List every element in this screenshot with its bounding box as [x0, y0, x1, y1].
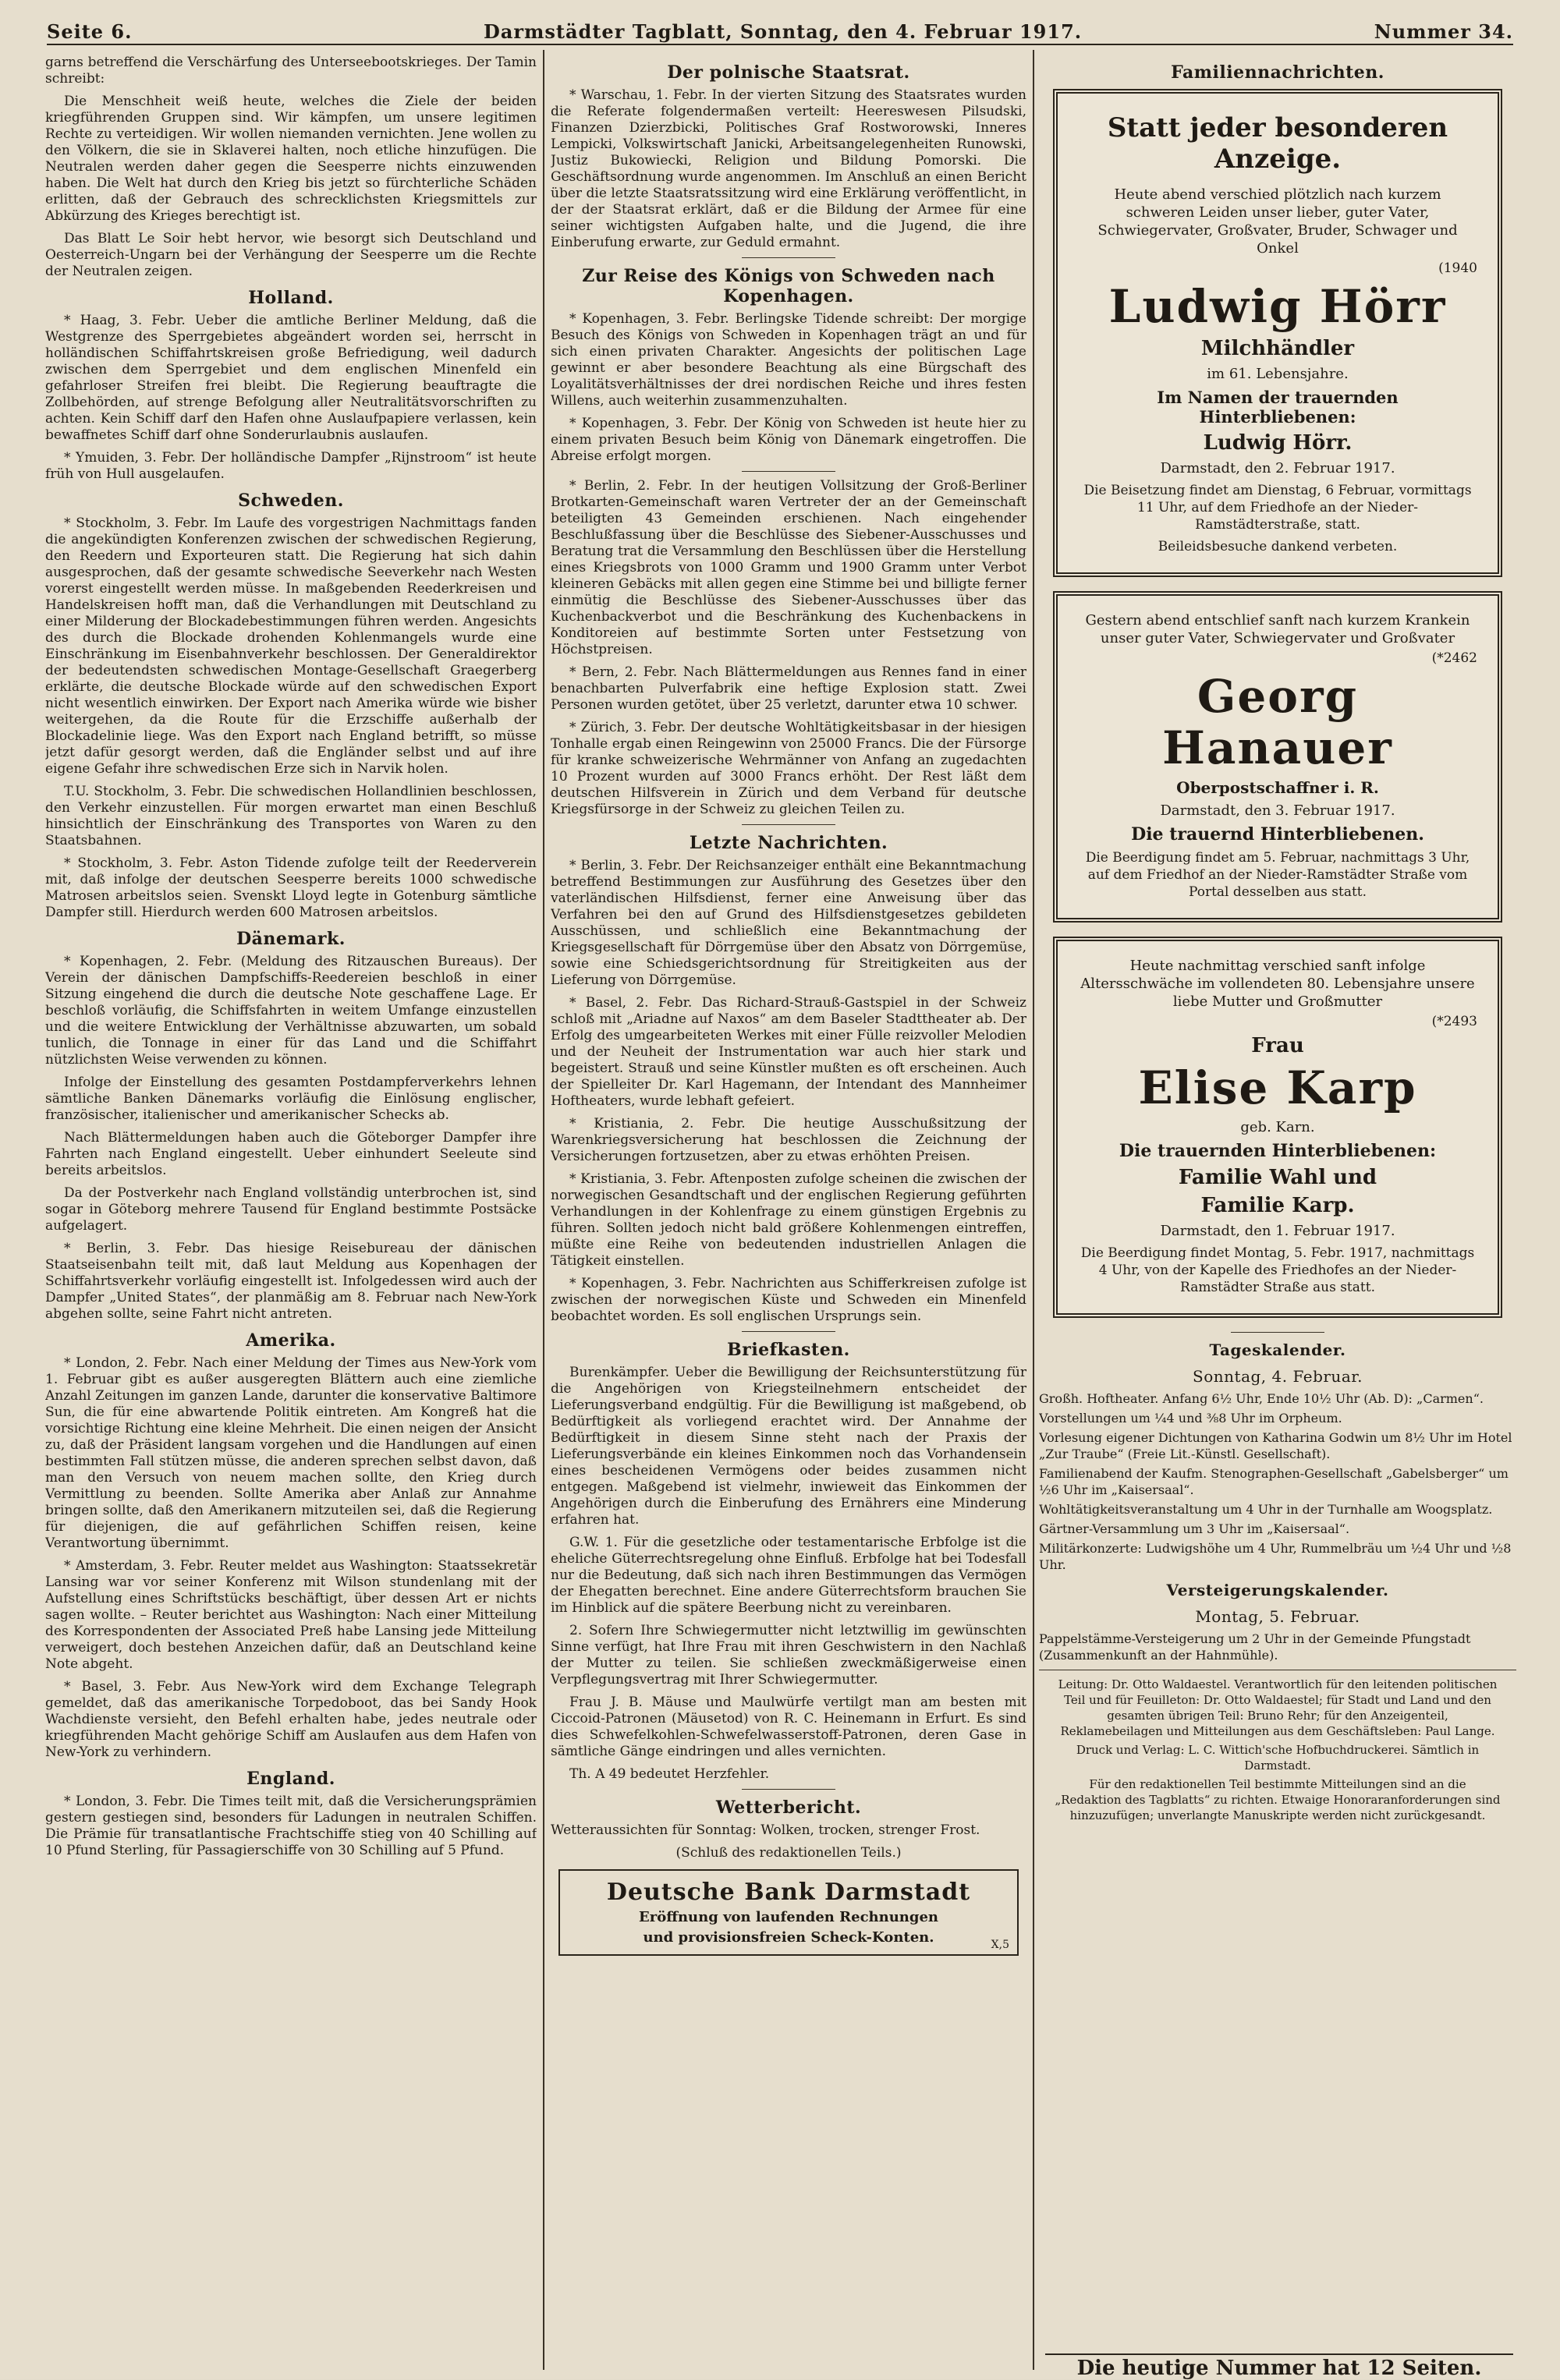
article-paragraph: Frau J. B. Mäuse und Maulwürfe vertilgt man am besten mit Ciccoid-Patronen (Mäusetod) von R. C. Heinemann in Erfurt. Es sind dies Schwefelkohlen-Schwefelwasserstoff-Patronen, deren Gase in sämtliche Gänge eindringen und alles vernichten.: [551, 1695, 1026, 1759]
column-3: [1039, 55, 1516, 2363]
article-paragraph: * Basel, 3. Febr. Aus New-York wird dem Exchange Telegraph gemeldet, daß das amerikanische Torpedoboot, das bei Sandy Hook Wachdienste versieht, den Befehl erhalten habe, jedes neutrale oder kriegführenden Macht gehörige Schiff am Auslaufen aus dem Hafen von New-York zu verhindern.: [45, 1679, 537, 1760]
calendar-entry: Militärkonzerte: Ludwigshöhe um 4 Uhr, Rummelbräu um ½4 Uhr und ½8 Uhr.: [1039, 1541, 1512, 1572]
auction-date: Montag, 5. Februar.: [1195, 1607, 1360, 1626]
article-paragraph: * Stockholm, 3. Febr. Aston Tidende zufolge teilt der Reederverein mit, daß infolge der deutschen Seesperre bereits 1000 schwedische Matrosen arbeitslos seien. Svenskt Lloyd legte in Gotenburg sämtliche Dampfer still. Hierdurch werden 600 Matrosen arbeitslos.: [45, 855, 537, 920]
deceased-name: Elise Karp: [1138, 1061, 1417, 1114]
impressum-line: Für den redaktionellen Teil bestimmte Mitteilungen sind an die „Redaktion des Tagblatts“ zu richten. Etwaige Honoraranforderungen sind hinzuzufügen; unverlangte Manuskripte werden nicht zurückgesandt.: [1055, 1777, 1501, 1822]
article-paragraph: Infolge der Einstellung des gesamten Postdampferverkehrs lehnen sämtliche Banken Dänemarks vorläufig die Einlösung englischer, französischer, italienischer und amerikanischer Schecks ab.: [45, 1075, 537, 1123]
family-name: Familie Wahl und: [1178, 1166, 1377, 1189]
calendar-entry: Gärtner-Versammlung um 3 Uhr im „Kaisersaal“.: [1039, 1521, 1350, 1536]
article-paragraph: * Berlin, 3. Febr. Das hiesige Reisebureau der dänischen Staatseisenbahn teilt mit, daß laut Meldung aus Kopenhagen der Schiffahrtsverkehr vorläufig eingestellt ist. Infolgedessen wird auch der Dampfer „United States“, der planmäßig am 8. Februar nach New-York abgehen sollte, seine Fahrt nicht antreten.: [45, 1241, 537, 1322]
deceased-title: Frau: [1251, 1034, 1304, 1057]
headline-briefkasten: Briefkasten.: [727, 1340, 850, 1360]
deceased-occupation: Oberpostschaffner i. R.: [1176, 778, 1379, 797]
obituary-notice: [1053, 591, 1502, 923]
notice-text: Heute abend verschied plötzlich nach kurzem schweren Leiden unser lieber, guter Vater, Schwiegervater, Großvater, Bruder, Schwager und Onkel: [1097, 186, 1458, 257]
divider: [742, 824, 835, 825]
column-rule: [543, 50, 544, 2370]
funeral-info: Die Beerdigung findet Montag, 5. Febr. 1917, nachmittags 4 Uhr, von der Kapelle des Friedhofes an der Nieder-Ramstädter Straße aus statt.: [1080, 1245, 1475, 1295]
bank-offer-line: Eröffnung von laufenden Rechnungen: [638, 1909, 939, 1925]
article-paragraph: Die Menschheit weiß heute, welches die Ziele der beiden kriegführenden Gruppen sind. Wir kämpfen, um unsere legitimen Rechte zu verteidigen. Wir wollen niemanden vernichten. Jene wollen zu den Völkern, die sie in Sklaverei halten, noch etliche hinzufügen. Die Neutralen werden daher gegen die Seesperre nichts einzuwenden haben. Die Welt hat durch den Krieg bis jetzt so fürchterliche Schäden erlitten, daß der Gebrauch des schrecklichsten Kriegsmittels zur Abkürzung des Krieges berechtigt ist.: [45, 94, 537, 224]
article-paragraph: * Berlin, 2. Febr. In der heutigen Vollsitzung der Groß-Berliner Brotkarten-Gemeinschaft waren Vertreter der an der Gemeinschaft beteiligten 43 Gemeinden erschienen. Nach eingehender Beschlußfassung über die Beschlüsse des Siebener-Ausschusses und Beratung trat die Versammlung den Beschlüssen über die Herstellung eines Kriegsbrots von 1000 Gramm und 1900 Gramm unter Verbot kleineren Gebäcks mit allen gegen eine Stimme bei und billigte ferner einmütig die Beschlüsse des Siebener-Ausschusses über das Kuchenbackverbot und die Beschränkung des Kuchenbackens in Konditoreien auf bestimmte Sorten unter Festsetzung von Höchstpreisen.: [551, 478, 1026, 657]
section-heading-england: England.: [246, 1769, 335, 1789]
deceased-occupation: Milchhändler: [1200, 337, 1355, 360]
article-paragraph: * Haag, 3. Febr. Ueber die amtliche Berliner Meldung, daß die Westgrenze des Sperrgebietes abgeändert worden sei, herrscht in holländischen Schiffahrtskreisen große Befriedigung, weil dadurch zwischen dem Sperrgebiet und dem englischen Minenfeld ein gefahrloser Streifen frei bleibt. Die Regierung beauftragte die Zollbehörden, auf strenge Befolgung aller Neutralitätsvorschriften zu achten. Kein Schiff darf den Hafen ohne Auslaufpapiere verlassen, kein bewaffnetes Schiff darf ohne Sonderurlaubnis auslaufen.: [45, 313, 537, 443]
impressum-line: Druck und Verlag: L. C. Wittich'sche Hofbuchdruckerei. Sämtlich in Darmstadt.: [1076, 1743, 1480, 1773]
ad-code: (1940: [1438, 260, 1477, 276]
column-2: [551, 55, 1026, 2363]
article-paragraph: * Ymuiden, 3. Febr. Der holländische Dampfer „Rijnstroom“ ist heute früh von Hull ausgelaufen.: [45, 450, 537, 482]
article-paragraph: * Stockholm, 3. Febr. Im Laufe des vorgestrigen Nachmittags fanden die angekündigten Konferenzen zwischen der schwedischen Regierung, den Reedern und Exporteuren statt. Die Regierung hat sich dahin ausgesprochen, daß der gesamte schwedische Seeverkehr nach Westen vorerst eingestellt werden müsse. In maßgebenden Reederkreisen und Handelskreisen hofft man, daß die Verhandlungen mit Deutschland zu einer Milderung der Blockadebestimmungen führen werden. Angesichts des durch die Blockade drohenden Kohlenmangels wurde eine Einschränkung im Eisenbahnverkehr beschlossen. Der Generaldirektor der bedeutendsten schwedischen Montage-Gesellschaft Graegerberg erklärte, die deutsche Blockade würde auf den schwedischen Export nicht wesentlich einwirken. Der Export nach Amerika würde wie bisher weitergehen, da die Route für die Erzschiffe außerhalb der Blockadelinie liege. Was den Export nach England betrifft, so müsse jetzt dafür gesorgt werden, daß die Engländer selbst und auf ihre eigene Gefahr ihre schwedischen Erze sich in Narvik holen.: [45, 515, 537, 777]
mourners-line: Die trauernd Hinterbliebenen.: [1131, 824, 1424, 845]
article-paragraph: Nach Blättermeldungen haben auch die Göteborger Dampfer ihre Fahrten nach England eingestellt. Ueber einhundert Seeleute sind bereits arbeitslos.: [45, 1130, 537, 1178]
article-paragraph: 2. Sofern Ihre Schwiegermutter nicht letztwillig im gewünschten Sinne verfügt, hat Ihre Frau mit ihren Geschwistern in den Nachlaß der Mutter zu teilen. Sie schließen zweckmäßigerweise einen Verpflegungsvertrag mit Ihrer Schwiegermutter.: [551, 1623, 1026, 1688]
article-paragraph: T.U. Stockholm, 3. Febr. Die schwedischen Hollandlinien beschlossen, den Verkehr einzustellen. Für morgen erwartet man einen Beschluß hinsichtlich der Einschränkung des Transportes von Waren zu den Staatsbahnen.: [45, 784, 537, 848]
section-heading-holland: Holland.: [248, 288, 334, 308]
article-paragraph: Das Blatt Le Soir hebt hervor, wie besorgt sich Deutschland und Oesterreich-Ungarn bei der Verhängung der Seesperre um die Rechte der Neutralen zeigen.: [45, 231, 537, 279]
notice-text: Heute nachmittag verschied sanft infolge Altersschwäche im vollendeten 80. Lebensjahre unsere liebe Mutter und Großmutter: [1080, 958, 1475, 1010]
article-paragraph: Da der Postverkehr nach England vollständig unterbrochen ist, sind sogar in Göteborg mehrere Tausend für England bestimmte Postsäcke aufgelagert.: [45, 1185, 537, 1234]
section-heading-amerika: Amerika.: [246, 1330, 336, 1351]
auction-entry: Pappelstämme-Versteigerung um 2 Uhr in der Gemeinde Pfungstadt (Zusammenkunft an der Hahnmühle).: [1039, 1631, 1471, 1663]
headline-staatsrat: Der polnische Staatsrat.: [667, 62, 910, 83]
calendar-entry: Großh. Hoftheater. Anfang 6½ Uhr, Ende 10½ Uhr (Ab. D): „Carmen“.: [1039, 1391, 1484, 1406]
auction-list: [1039, 1631, 1516, 1663]
headline-familiennachrichten: Familiennachrichten.: [1171, 62, 1384, 83]
bank-name: Deutsche Bank Darmstadt: [606, 1879, 971, 1906]
article-paragraph: * London, 3. Febr. Die Times teilt mit, daß die Versicherungsprämien gestern gestiegen sind, besonders für Ladungen in neutralen Schiffen. Die Prämie für transatlantische Frachtschiffe stieg von 40 Schilling auf 10 Pfund Sterling, für Passagierschiffe von 30 Schilling auf 5 Pfund.: [45, 1794, 537, 1858]
article-paragraph: * Berlin, 3. Febr. Der Reichsanzeiger enthält eine Bekanntmachung betreffend Bestimmungen zur Ausführung des Gesetzes über den vaterländischen Hilfsdienst, ferner eine Anweisung über das Verfahren bei den auf Grund des Hilfsdienstgesetzes gebildeten Ausschüssen, und schließlich eine Bekanntmachung der Kriegsgesellschaft für Dörrgemüse über den Absatz von Dörrgemüse, sowie eine Schiedsgerichtsordnung für Streitigkeiten aus der Lieferung von Dörrgemüse.: [551, 858, 1026, 988]
divider: [742, 257, 835, 258]
calendar-entry: Vorlesung eigener Dichtungen von Katharina Godwin um 8½ Uhr im Hotel „Zur Traube“ (Freie Lit.-Künstl. Gesellschaft).: [1039, 1430, 1512, 1461]
page-number: Seite 6.: [47, 20, 133, 43]
headline-letzte-nachrichten: Letzte Nachrichten.: [689, 833, 888, 853]
deceased-name: Ludwig Hörr: [1108, 280, 1447, 333]
article-paragraph: * London, 2. Febr. Nach einer Meldung der Times aus New-York vom 1. Februar gibt es außer ausgeregten Blättern auch eine ziemliche Anzahl Zeitungen im ganzen Lande, darunter die konservative Baltimore Sun, die für eine abwartende Politik eintreten. Am Kongreß hat die vorsichtige Richtung eine kleine Mehrheit. Die einen neigen der Ansicht zu, daß der Präsident langsam vorgehen und die Handlungen auf einen bestimmten Fall stützen müsse, die anderen sprechen selbst davon, daß man den Versuch von neuem machen sollte, den Krieg durch Vermittlung zu beenden. Sollte Amerika aber Anlaß zur Annahme bringen sollte, daß den Amerikanern mitzuteilen sei, daß die Regierung für diejenigen, die auf gefährlichen Schiffen reisen, keine Verantwortung übernimmt.: [45, 1355, 537, 1551]
notice-remark: Beileidsbesuche dankend verbeten.: [1158, 539, 1398, 554]
article-paragraph: * Kopenhagen, 3. Febr. Berlingske Tidende schreibt: Der morgige Besuch des Königs von Schweden in Kopenhagen trägt an und für sich einen privaten Charakter. Angesichts der politischen Lage gewinnt er aber besondere Beachtung als eine Bürgschaft des Loyalitätsverhältnisses der drei nordischen Reiche und ihres festen Willens, auch weiterhin zusammenzuhalten.: [551, 311, 1026, 409]
article-paragraph: Th. A 49 bedeutet Herzfehler.: [569, 1766, 770, 1782]
notice-date: Darmstadt, den 1. Februar 1917.: [1160, 1223, 1395, 1239]
impressum-line: Leitung: Dr. Otto Waldaestel. Verantwortlich für den leitenden politischen Teil und für Feuilleton: Dr. Otto Waldaestel; für Stadt und Land und den gesamten übrigen Teil: Bruno Rehr; für den Anzeigenteil, Reklamebeilagen und Mitteilungen aus dem Geschäftsleben: Paul Lange.: [1058, 1677, 1498, 1738]
ad-code: (*2462: [1431, 650, 1477, 666]
article-paragraph: * Warschau, 1. Febr. In der vierten Sitzung des Staatsrates wurden die Referate folgendermaßen verteilt: Heereswesen Pilsudski, Finanzen Dzierzbicki, Politisches Graf Rostworowski, Inneres Lempicki, Volkswirtschaft Janicki, Arbeitsangelegenheiten Runowski, Justiz Bukowiecki, Religion und Bildung Pomorski. Die Geschäftsordnung wurde angenommen. Im Anschluß an einen Bericht über die letzte Staatsratssitzung wird eine Erklärung veröffentlicht, in der der Staatsrat erklärt, daß er die Bildung der Armee für eine seiner wichtigsten Aufgaben halte, und die Jugend, die ihre Einberufung erwarte, zur Geduld ermahnt.: [551, 87, 1026, 250]
section-heading-daenemark: Dänemark.: [236, 929, 346, 949]
mourners-line: Im Namen der trauernden Hinterbliebenen:: [1157, 388, 1399, 427]
article-paragraph: * Kristiania, 2. Febr. Die heutige Ausschußsitzung der Warenkriegsversicherung hat beschlossen die Zeichnung der Versicherungen fortzusetzen, aber zu etwas erhöhten Preisen.: [551, 1116, 1026, 1164]
notice-text: Gestern abend entschlief sanft nach kurzem Krankein unser guter Vater, Schwiegervater und Großvater: [1085, 612, 1470, 646]
mourners-line: Die trauernden Hinterbliebenen:: [1119, 1141, 1437, 1161]
obituary-notice: [1053, 937, 1502, 1318]
article-paragraph: * Kristiania, 3. Febr. Aftenposten zufolge scheinen die zwischen der norwegischen Gesandtschaft und der englischen Regierung geführten Verhandlungen in der Kohlenfrage zu einem günstigen Ergebnis zu führen. Sollten jedoch nicht bald größere Kohlenmengen eintreffen, müßte eine Reihe von bedeutenden industriellen Anlagen die Tätigkeit einstellen.: [551, 1171, 1026, 1269]
notice-date: Darmstadt, den 3. Februar 1917.: [1160, 802, 1395, 819]
notice-date: Darmstadt, den 2. Februar 1917.: [1160, 460, 1395, 476]
issue-number: Nummer 34.: [1374, 20, 1513, 43]
article-paragraph: * Bern, 2. Febr. Nach Blättermeldungen aus Rennes fand in einer benachbarten Pulverfabrik eine heftige Explosion statt. Zwei Personen wurden getötet, über 25 verletzt, darunter etwa 10 schwer.: [551, 664, 1026, 713]
article-paragraph: * Zürich, 3. Febr. Der deutsche Wohltätigkeitsbasar in der hiesigen Tonhalle ergab einen Reingewinn von 25000 Francs. Die der Fürsorge für kranke schweizerische Wehrmänner von Anfang an zugedachten 10 Prozent wurden auf 3000 Francs erhöht. Der Rest läßt dem deutschen Hilfsverein in Zürich und dem Verband für deutsche Kriegsfürsorge in der Schweiz zu gleichen Teilen zu.: [551, 720, 1026, 817]
issue-page-count: Die heutige Nummer hat 12 Seiten.: [1045, 2353, 1513, 2380]
article-paragraph: garns betreffend die Verschärfung des Unterseebootskrieges. Der Tamin schreibt:: [45, 55, 537, 87]
column-rule: [1033, 50, 1034, 2370]
calendar-date: Sonntag, 4. Februar.: [1193, 1367, 1363, 1386]
calendar-entry: Vorstellungen um ¼4 und ⅜8 Uhr im Orpheum.: [1039, 1411, 1342, 1426]
bank-advertisement: [558, 1869, 1019, 1956]
column-1: [45, 55, 537, 2363]
newspaper-title-date: Darmstädter Tagblatt, Sonntag, den 4. Februar 1917.: [484, 20, 1083, 43]
article-paragraph: * Kopenhagen, 2. Febr. (Meldung des Ritzauschen Bureaus). Der Verein der dänischen Dampfschiffs-Reedereien beschloß in einer Sitzung eingehend die durch die deutsche Note geschaffene Lage. Er beschloß vorläufig, die Schiffsfahrten in weitem Umfange einzustellen und die weitere Entwicklung der Verhältnisse abzuwarten, um sobald tunlich, die Tonnage in einer für das Land und die Schiffahrt nützlichsten Weise verwenden zu können.: [45, 954, 537, 1068]
ad-code: (*2493: [1431, 1014, 1477, 1029]
article-paragraph: * Amsterdam, 3. Febr. Reuter meldet aus Washington: Staatssekretär Lansing war vor seiner Konferenz mit Wilson stundenlang mit der Aufstellung eines Schriftstücks beschäftigt, über dessen Art er nichts sagen wollte. – Reuter berichtet aus Washington: Nach einer Mitteilung des Korrespondenten der Associated Preß habe Lansing jede Mitteilung verweigert, doch bestehen Anzeichen dafür, daß an Deutschland keine Note abgeht.: [45, 1558, 537, 1672]
masthead: [47, 17, 1513, 45]
deceased-birth-name: geb. Karn.: [1240, 1119, 1315, 1135]
funeral-info: Die Beisetzung findet am Dienstag, 6 Februar, vormittags 11 Uhr, auf dem Friedhofe an der Nieder-Ramstädterstraße, statt.: [1083, 483, 1472, 533]
editorial-end-note: (Schluß des redaktionellen Teils.): [675, 1845, 902, 1861]
divider: [742, 1331, 835, 1332]
divider: [1231, 1332, 1324, 1333]
calendar-entry: Familienabend der Kaufm. Stenographen-Gesellschaft „Gabelsberger“ um ½6 Uhr im „Kaisersaal“.: [1039, 1466, 1509, 1497]
funeral-info: Die Beerdigung findet am 5. Februar, nachmittags 3 Uhr, auf dem Friedhof an der Nieder-Ramstädter Straße vom Portal desselben aus statt.: [1085, 850, 1470, 900]
ad-code: X,5: [991, 1939, 1009, 1951]
article-paragraph: * Kopenhagen, 3. Febr. Nachrichten aus Schifferkreisen zufolge ist zwischen der norwegischen Küste und Schweden ein Minenfeld beobachtet worden. Es soll englischen Ursprungs sein.: [551, 1276, 1026, 1324]
article-paragraph: Burenkämpfer. Ueber die Bewilligung der Reichsunterstützung für die Angehörigen von Kriegsteilnehmern entscheidet der Lieferungsverband endgültig. Für die Bewilligung ist maßgebend, ob Bedürftigkeit als vorliegend erachtet wird. Der Annahme der Bedürftigkeit in diesem Sinne steht nach der Praxis der Lieferungsverbände ein kleines Einkommen noch das Vorhandensein eines bescheidenen Vermögens oder beides zusammen nicht entgegen. Maßgebend ist vielmehr, inwieweit das Einkommen der Angehörigen durch die Einberufung des Ernährers eine Minderung erfahren hat.: [551, 1365, 1026, 1528]
divider: [742, 471, 835, 472]
deceased-age: im 61. Lebensjahre.: [1207, 366, 1349, 382]
headline-versteigerungskalender: Versteigerungskalender.: [1166, 1581, 1389, 1599]
headline-wetterbericht: Wetterbericht.: [715, 1797, 862, 1818]
divider: [742, 1789, 835, 1790]
article-paragraph: G.W. 1. Für die gesetzliche oder testamentarische Erbfolge ist die eheliche Güterrechtsregelung ohne Einfluß. Erbfolge hat bei Todesfall nur die Bedeutung, daß sich nach ihren Bestimmungen das Vermögen der Ehegatten berechnet. Eine andere Güterrechtsform brauchen Sie im Hinblick auf die spätere Beerbung nicht zu vereinbaren.: [551, 1535, 1026, 1616]
deceased-name: Georg Hanauer: [1162, 670, 1393, 774]
weather-report: Wetteraussichten für Sonntag: Wolken, trocken, strenger Frost.: [551, 1822, 980, 1838]
signatory: Ludwig Hörr.: [1203, 431, 1353, 455]
article-paragraph: * Basel, 2. Febr. Das Richard-Strauß-Gastspiel in der Schweiz schloß mit „Ariadne auf Naxos“ am dem Baseler Stadttheater ab. Der Erfolg des umgearbeiteten Werkes mit einer Fülle reizvoller Melodien und der Neuheit der Instrumentation war auch hier stark und begeistert. Strauß und seine Künstler mußten es oft erscheinen. Auch der Spielleiter Dr. Karl Hagemann, der Intendant des Mannheimer Hoftheaters, wurde lebhaft gefeiert.: [551, 995, 1026, 1109]
calendar-list: [1039, 1390, 1516, 1573]
section-heading-schweden: Schweden.: [238, 491, 344, 511]
obituary-notice: [1053, 89, 1502, 577]
notice-header: Statt jeder besonderen Anzeige.: [1107, 112, 1448, 175]
headline-reise: Zur Reise des Königs von Schweden nach Kopenhagen.: [582, 266, 995, 306]
article-paragraph: * Kopenhagen, 3. Febr. Der König von Schweden ist heute hier zu einem privaten Besuch beim König von Dänemark eingetroffen. Die Abreise erfolgt morgen.: [551, 416, 1026, 464]
bank-offer-line: und provisionsfreien Scheck-Konten.: [643, 1929, 934, 1946]
headline-tageskalender: Tageskalender.: [1209, 1341, 1346, 1359]
calendar-entry: Wohltätigkeitsveranstaltung um 4 Uhr in der Turnhalle am Woogsplatz.: [1039, 1502, 1493, 1517]
family-name: Familie Karp.: [1200, 1194, 1355, 1217]
